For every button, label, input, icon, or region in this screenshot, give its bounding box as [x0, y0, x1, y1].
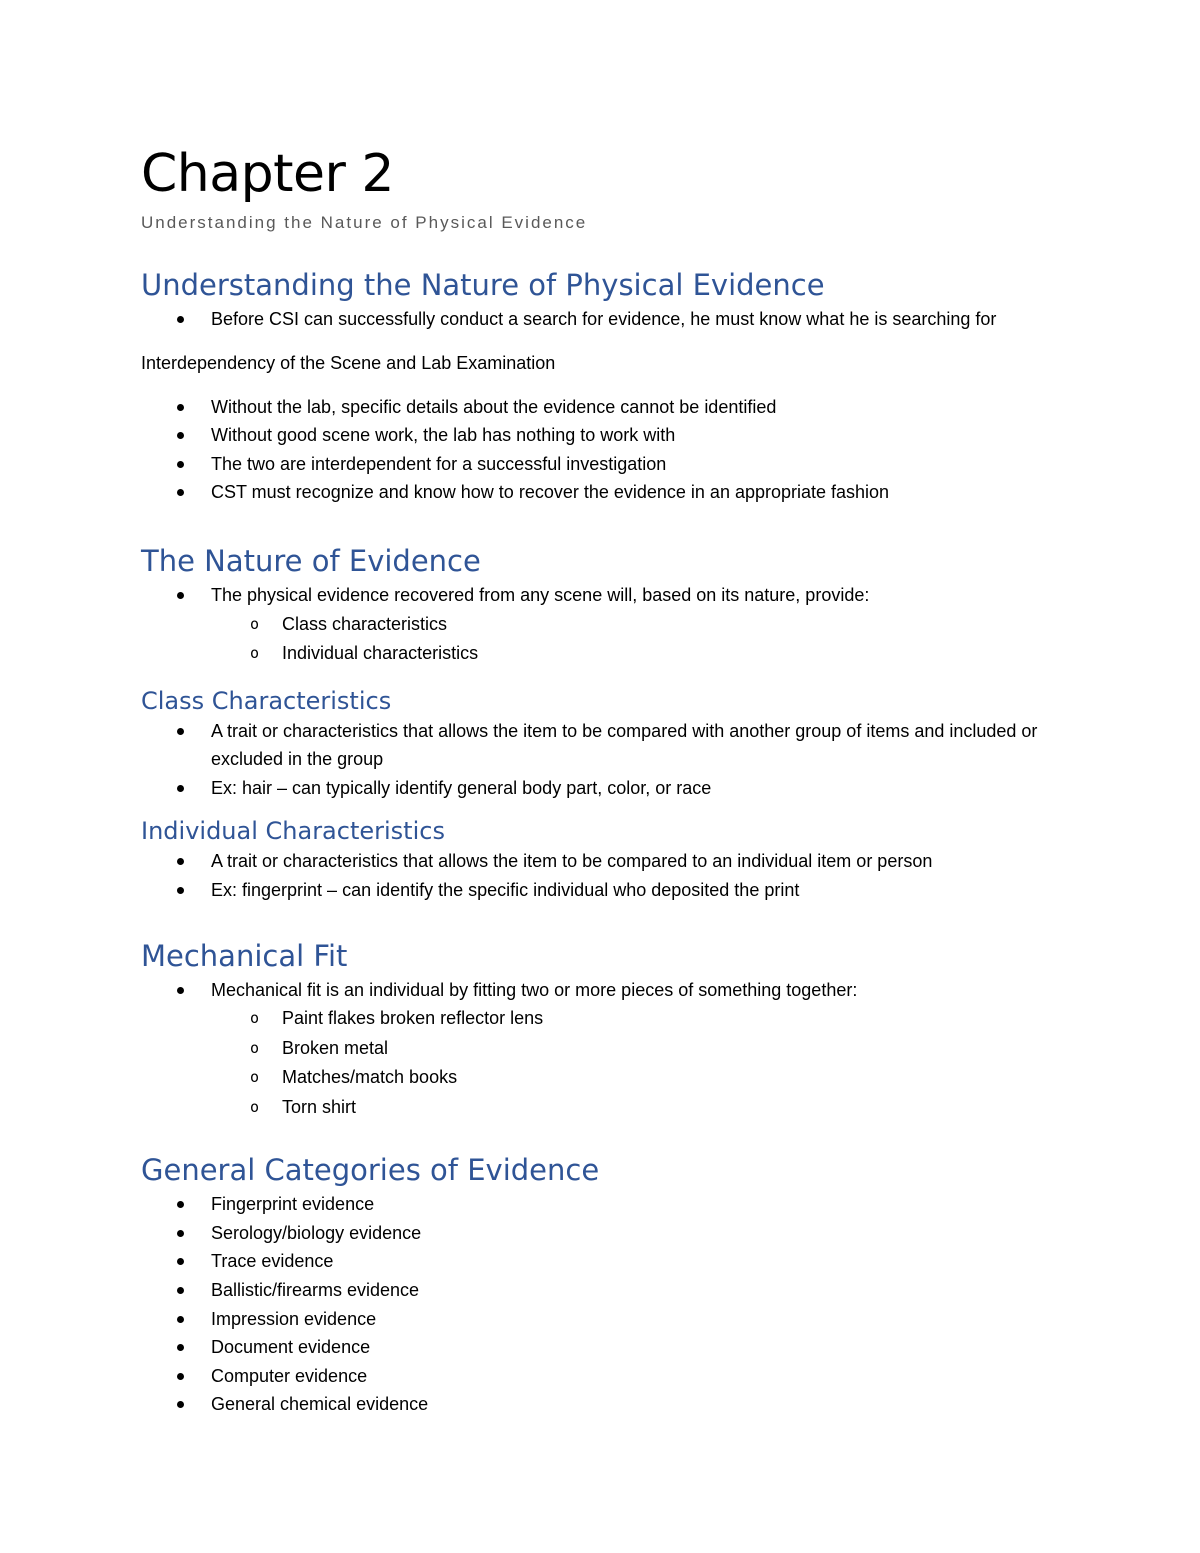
paragraph-interdependency: Interdependency of the Scene and Lab Examination — [141, 352, 556, 373]
list-item: Impression evidence — [141, 1305, 1071, 1334]
bullet-list — [141, 305, 1071, 334]
list-item: Ballistic/firearms evidence — [141, 1276, 1071, 1305]
list-item: Ex: hair – can typically identify general body part, color, or race — [141, 774, 1071, 803]
sub-list-item: o Class characteristics — [141, 610, 1071, 640]
list-item: Ex: fingerprint – can identify the specific individual who deposited the print — [141, 876, 1071, 905]
bullet-list — [141, 1190, 1071, 1419]
list-item: Before CSI can successfully conduct a search for evidence, he must know what he is searching for — [141, 305, 1071, 334]
bullet-list — [141, 581, 1071, 669]
bullet-list — [141, 976, 1071, 1123]
list-item: Serology/biology evidence — [141, 1219, 1071, 1248]
list-item: A trait or characteristics that allows the item to be compared to an individual item or person — [141, 847, 1071, 876]
section-heading-nature-of-evidence: The Nature of Evidence — [141, 543, 481, 578]
bullet-list — [141, 717, 1071, 803]
section-heading-class-characteristics: Class Characteristics — [141, 686, 392, 715]
list-item: Without good scene work, the lab has nothing to work with — [141, 421, 1071, 450]
bullet-list — [141, 847, 1071, 904]
list-item: The two are interdependent for a successful investigation — [141, 450, 1071, 479]
document-subtitle: Understanding the Nature of Physical Evidence — [141, 213, 588, 232]
list-item: General chemical evidence — [141, 1390, 1071, 1419]
list-item: Computer evidence — [141, 1362, 1071, 1391]
section-heading-understanding: Understanding the Nature of Physical Evidence — [141, 268, 825, 302]
bullet-list — [141, 393, 1071, 507]
document-title: Chapter 2 — [141, 144, 395, 204]
list-item: A trait or characteristics that allows the item to be compared with another group of items and included or excluded in the group — [141, 717, 1071, 774]
sub-list-item: o Broken metal — [141, 1034, 1071, 1064]
list-item: The physical evidence recovered from any scene will, based on its nature, provide: — [141, 581, 1071, 610]
sub-list-item: o Paint flakes broken reflector lens — [141, 1004, 1071, 1034]
list-item: CST must recognize and know how to recover the evidence in an appropriate fashion — [141, 478, 1071, 507]
list-item: Fingerprint evidence — [141, 1190, 1071, 1219]
sub-list-item: o Matches/match books — [141, 1063, 1071, 1093]
list-item: Without the lab, specific details about the evidence cannot be identified — [141, 393, 1071, 422]
sub-list-item: o Individual characteristics — [141, 639, 1071, 669]
section-heading-individual-characteristics: Individual Characteristics — [141, 817, 445, 846]
section-heading-general-categories: General Categories of Evidence — [141, 1153, 600, 1188]
section-heading-mechanical-fit: Mechanical Fit — [141, 938, 348, 973]
list-item: Trace evidence — [141, 1247, 1071, 1276]
list-item: Mechanical fit is an individual by fitting two or more pieces of something together: — [141, 976, 1071, 1005]
document-page — [141, 136, 1071, 1419]
sub-list-item: o Torn shirt — [141, 1093, 1071, 1123]
list-item: Document evidence — [141, 1333, 1071, 1362]
